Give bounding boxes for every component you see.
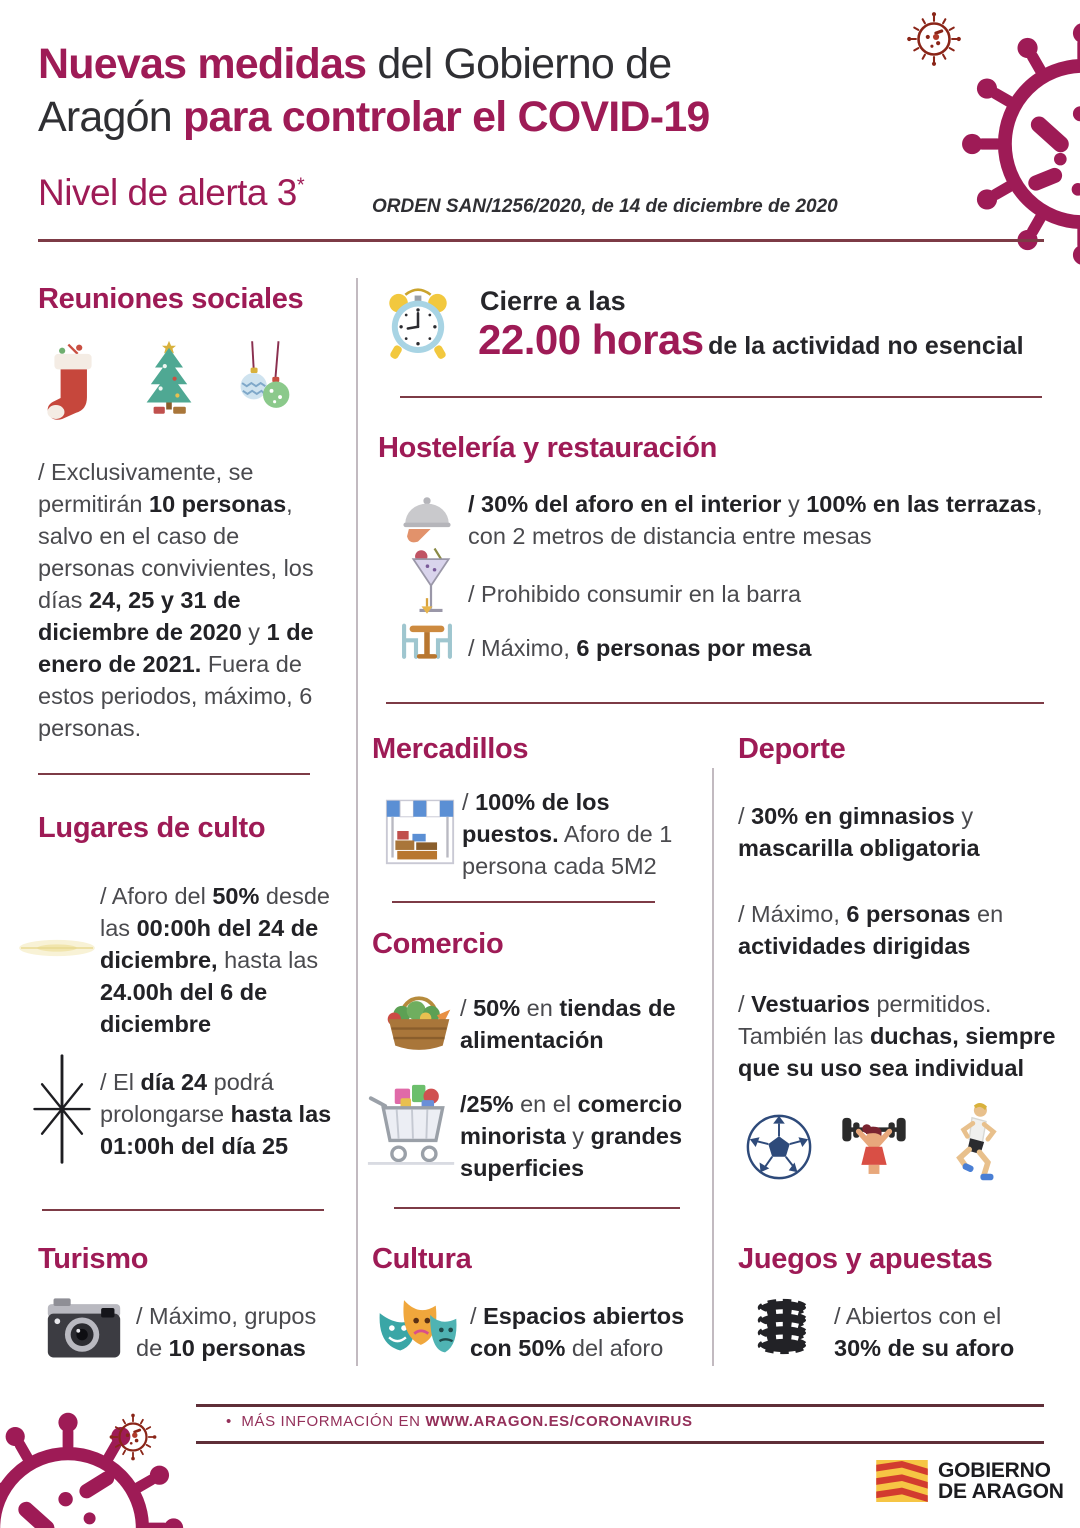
footer-info-text: MÁS INFORMACIÓN EN [241,1413,426,1430]
section-heading-cultura: Cultura [372,1243,472,1275]
gobierno-aragon-logo [876,1460,1064,1502]
section-heading-juegos: Juegos y apuestas [738,1243,993,1275]
alarm-clock-icon [380,282,456,364]
section-heading-comercio: Comercio [372,928,504,960]
footer-info [226,1413,693,1430]
order-reference: ORDEN SAN/1256/2020, de 14 de diciembre de 2020 [372,196,838,217]
theater-masks-icon [376,1292,460,1366]
soccer-ball-icon [744,1112,814,1182]
ornaments-icon [232,333,294,427]
section-heading-turismo: Turismo [38,1243,149,1275]
divider-hosteleria [386,702,1044,704]
deporte-item-2: / Vestuarios permitidos. También las duchas, siempre que su uso sea individual [738,991,1056,1081]
footer-rule-top [196,1404,1044,1407]
divider-mercadillos [392,901,655,903]
cultura-item-0: / Espacios abiertos con 50% del aforo [470,1303,685,1361]
closure-scope: de la actividad no esencial [708,332,1024,360]
hosteleria-item-2: / Máximo, 6 personas por mesa [468,635,812,661]
camera-icon [44,1292,124,1362]
closure-line [478,316,1038,364]
section-heading-hosteleria: Hostelería y restauración [378,432,718,464]
reuniones-body: / Exclusivamente, se permitirán 10 personas, salvo en el caso de personas convivientes, los días 24, 25 y 31 de diciembre de 2020 y 1 de enero de 2021. Fuera de estos periodos, máximo, 6 personas. [38,459,314,741]
section-heading-mercadillos: Mercadillos [372,733,529,765]
footer-rule-bottom [196,1441,1044,1444]
culto-item-0: / Aforo del 50% desde las 00:00h del 24 de diciembre, hasta las 24.00h del 6 de diciembre [100,883,330,1037]
logo-text [938,1460,1064,1502]
page-title-line2: Aragón para controlar el COVID-19 [38,93,710,141]
column-rule-right [712,768,714,1366]
running-icon [944,1100,1000,1184]
deporte-item-0: / 30% en gimnasios y mascarilla obligatoria [738,803,980,861]
section-heading-culto: Lugares de culto [38,812,266,844]
mercadillos-item-0: / 100% de los puestos. Aforo de 1 persona cada 5M2 [462,789,673,879]
closure-time: 22.00 horas [478,316,704,363]
christmas-tree-icon [134,328,204,428]
food-basket-icon [382,986,456,1056]
table-chairs-icon [394,598,460,668]
serving-cloche-icon [398,492,456,546]
divider-culto [42,1209,324,1211]
alert-level: Nivel de alerta 3* [38,172,305,213]
hosteleria-item-0: / 30% del aforo en el interior y 100% en las terrazas, con 2 metros de distancia entre mesas [468,491,1043,549]
weightlifting-icon [836,1108,912,1182]
alert-asterisk: * [296,174,305,197]
section-heading-deporte: Deporte [738,733,846,765]
page-title-line1: Nuevas medidas del Gobierno de [38,40,672,88]
star-icon [28,1052,96,1166]
hosteleria-item-1: / Prohibido consumir en la barra [468,581,802,607]
christmas-stocking-icon [42,332,104,430]
page-title [38,38,878,144]
closure-intro: Cierre a las [480,286,626,316]
virus-small-bottom-icon [106,1410,160,1464]
divider-reuniones [38,773,310,775]
column-rule-left [356,278,358,1366]
divider-closure [400,396,1042,398]
footer-bullet: • [226,1413,232,1430]
virus-large-icon [952,18,1080,270]
section-heading-reuniones: Reuniones sociales [38,283,304,315]
divider-comercio [394,1207,680,1209]
logo-line1: GOBIERNO [938,1459,1051,1482]
header-rule [38,239,1044,242]
aragon-flag-icon [876,1460,928,1502]
candle-glow-icon [12,920,102,976]
juegos-item-0: / Abiertos con el 30% de su aforo [834,1303,1015,1361]
culto-item-1: / El día 24 podrá prolongarse hasta las 01:00h del día 25 [100,1069,332,1159]
market-stall-icon [384,795,456,867]
comercio-item-0: / 50% en tiendas de alimentación [460,995,676,1053]
footer-link: WWW.ARAGON.ES/CORONAVIRUS [425,1413,693,1430]
deporte-item-1: / Máximo, 6 personas en actividades dirigidas [738,901,1004,959]
turismo-item-0: / Máximo, grupos de 10 personas [136,1303,317,1361]
logo-line2: DE ARAGON [938,1480,1064,1503]
poker-chips-icon [748,1294,818,1360]
comercio-item-1: /25% en el comercio minorista y grandes superficies [460,1091,683,1181]
shopping-cart-icon [366,1082,458,1172]
